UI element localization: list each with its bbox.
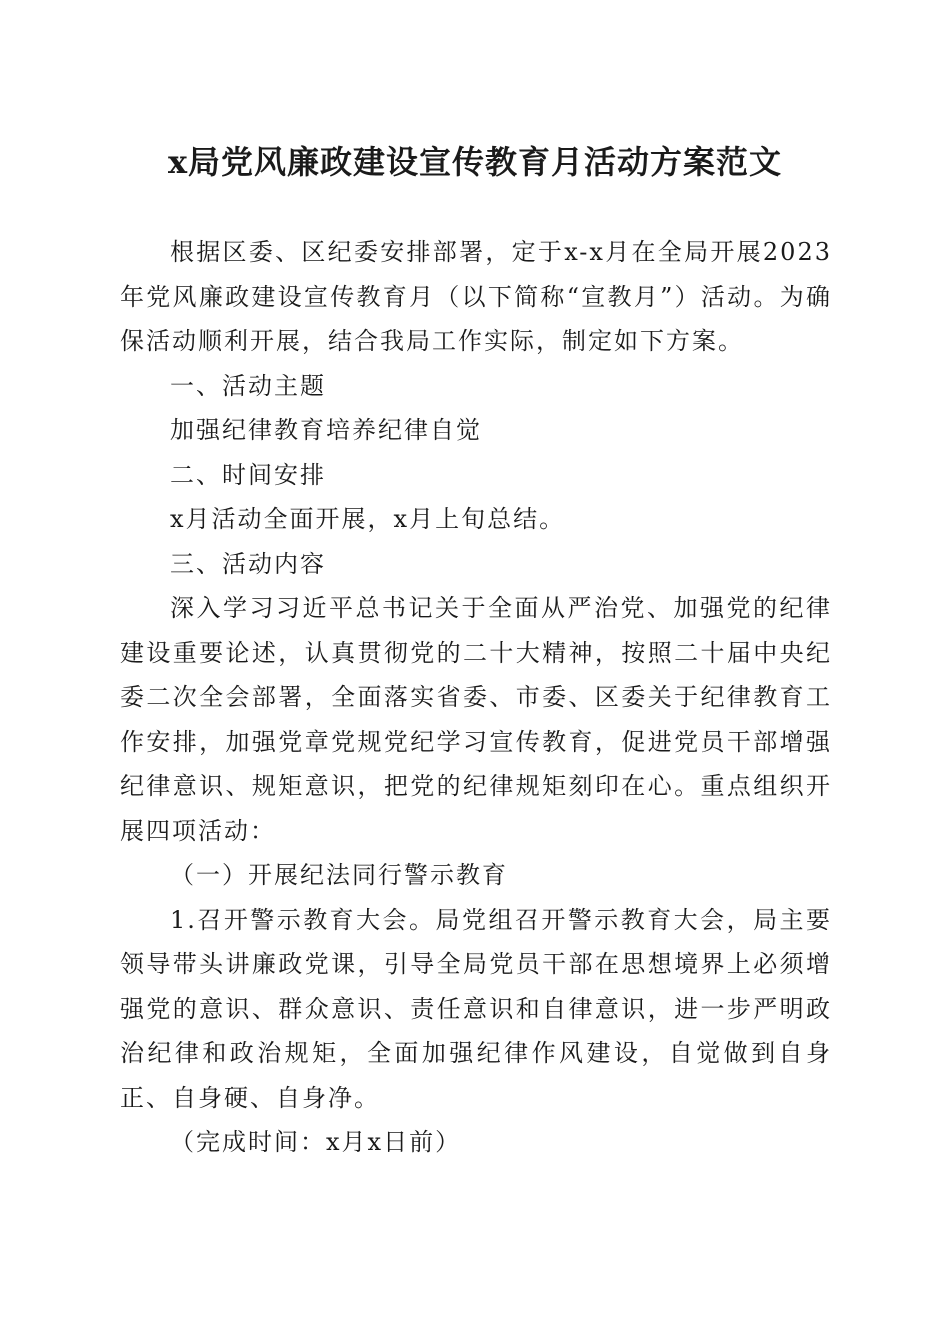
- subsection-heading: （一）开展纪法同行警示教育: [170, 861, 508, 889]
- section-heading-theme: 一、活动主题: [170, 371, 326, 400]
- document-body: [120, 230, 832, 1165]
- section-heading-schedule: 二、时间安排: [170, 460, 326, 489]
- subsection-item-1: 1.召开警示教育大会。局党组召开警示教育大会，局主要领导带头讲廉政党课，引导全局党员干部在思想境界上必须增强党的意识、群众意识、责任意识和自律意识，进一步严明政治纪律和政治规矩，全面加强纪律作风建设，自觉做到自身正、自身硬、自身净。: [120, 905, 832, 1112]
- document-title: x局党风廉政建设宣传教育月活动方案范文: [167, 143, 783, 181]
- section-heading-content: 三、活动内容: [170, 549, 326, 578]
- deadline-note: （完成时间：x月x日前）: [170, 1128, 462, 1156]
- section-text-content: 深入学习习近平总书记关于全面从严治党、加强党的纪律建设重要论述，认真贯彻党的二十大精神，按照二十届中央纪委二次全会部署，全面落实省委、市委、区委关于纪律教育工作安排，加强党章党规党纪学习宣传教育，促进党员干部增强纪律意识、规矩意识，把党的纪律规矩刻印在心。重点组织开展四项活动：: [120, 594, 832, 845]
- section-text-theme: 加强纪律教育培养纪律自觉: [170, 416, 482, 444]
- section-text-schedule: x月活动全面开展，x月上旬总结。: [170, 505, 566, 533]
- intro-paragraph: 根据区委、区纪委安排部署，定于x-x月在全局开展2023年党风廉政建设宣传教育月（以下简称“宣教月”）活动。为确保活动顺利开展，结合我局工作实际，制定如下方案。: [120, 238, 832, 355]
